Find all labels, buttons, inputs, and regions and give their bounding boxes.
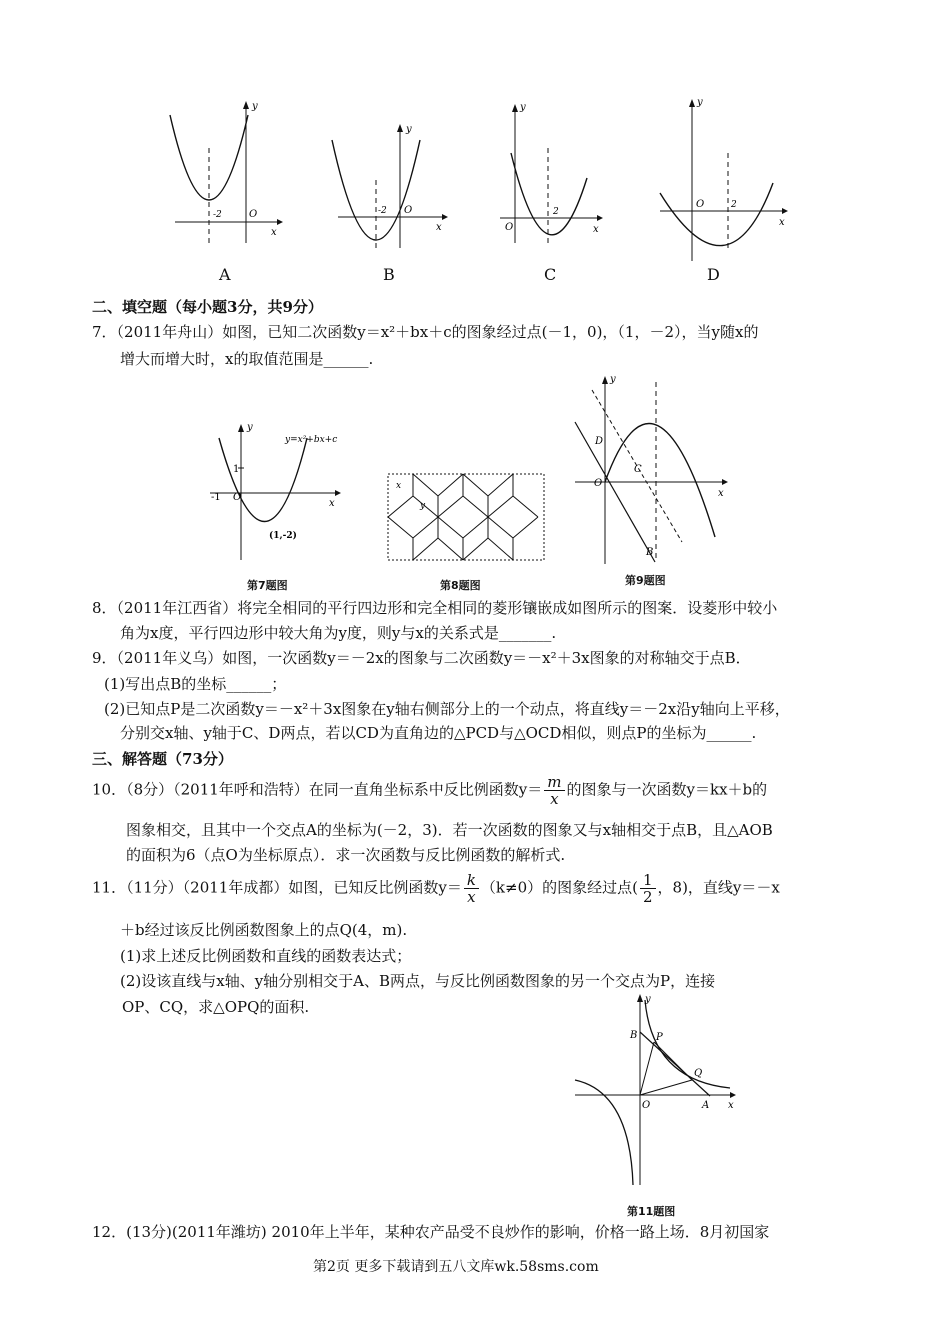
- tick-one: 1: [233, 464, 240, 475]
- y-label: y: [520, 102, 526, 113]
- graph-d: [655, 93, 790, 263]
- point-o-label: O: [642, 1100, 651, 1111]
- y-label: y: [645, 994, 651, 1005]
- tick-label: -2: [213, 210, 222, 220]
- point-q-label: Q: [694, 1068, 703, 1079]
- graph-c: [495, 98, 605, 248]
- y-label: y: [252, 101, 258, 112]
- figure-7-caption: 第7题图: [247, 579, 288, 592]
- equation-label: y=x²+bx+c: [285, 435, 338, 445]
- question-10-line1: [92, 774, 767, 807]
- fraction-m-over-x: $\frac{m}{x}$: [544, 774, 564, 807]
- question-10-pre: 10．（8分）（2011年呼和浩特）在同一直角坐标系中反比例函数y＝: [92, 780, 543, 799]
- question-9-sub2-line2: 分别交x轴、y轴于C、D两点，若以CD为直角边的△PCD与△OCD相似，则点P的坐标为______.: [120, 724, 757, 742]
- figure-9: [570, 372, 730, 568]
- tick-label: -2: [378, 206, 387, 216]
- graph-b: [328, 120, 450, 250]
- question-11-mid: （k≠0）的图象经过点(: [480, 878, 638, 897]
- figure-11: [570, 990, 740, 1190]
- figure-11-caption: 第11题图: [627, 1205, 676, 1218]
- tick-label: 2: [553, 207, 559, 217]
- question-11-sub2-line1: (2)设该直线与x轴、y轴分别相交于A、B两点，与反比例函数图象的另一个交点为P，连接: [120, 972, 716, 990]
- y-label: y: [697, 97, 703, 108]
- tick-neg-one: -1: [211, 492, 221, 503]
- question-10-line3: 的面积为6（点O为坐标原点）．求一次函数与反比例函数的解析式.: [126, 846, 566, 864]
- question-8-line2: 角为x度，平行四边形中较大角为y度，则y与x的关系式是_______.: [120, 624, 557, 642]
- tick-label: 2: [731, 200, 737, 210]
- option-a-label: A: [219, 265, 231, 284]
- question-9-line1: 9．（2011年义乌）如图，一次函数y＝－2x的图象与二次函数y＝－x²＋3x图象的对称轴交于点B．: [92, 649, 751, 667]
- figure-9-caption: 第9题图: [625, 574, 666, 587]
- option-c-label: C: [544, 265, 557, 284]
- point-label: (1,-2): [269, 531, 297, 541]
- section-fill-title: 二、填空题（每小题3分，共9分）: [92, 298, 323, 316]
- x-label: x: [436, 222, 442, 233]
- question-11-post: ，8)，直线y＝－x: [657, 878, 780, 897]
- question-11-sub1: (1)求上述反比例函数和直线的函数表达式；: [120, 947, 412, 965]
- x-label: x: [329, 498, 335, 509]
- origin-label: O: [233, 492, 242, 503]
- fraction-k-over-x: $\frac{k}{x}$: [464, 872, 479, 905]
- question-11-pre: 11．（11分）（2011年成都）如图，已知反比例函数y＝: [92, 878, 462, 897]
- x-label: x: [728, 1100, 734, 1111]
- point-c-label: C: [634, 464, 642, 475]
- origin-label: O: [505, 222, 514, 233]
- point-a-label: A: [702, 1100, 710, 1111]
- x-label: x: [271, 227, 277, 238]
- question-8-line1: 8．（2011年江西省）将完全相同的平行四边形和完全相同的菱形镶嵌成如图所示的图案．设菱形中较小: [92, 599, 778, 617]
- graph-a: [165, 95, 285, 245]
- question-7-line1: 7．（2011年舟山）如图，已知二次函数y＝x²＋bx＋c的图象经过点(－1，0)，（1，－2），当y随x的: [92, 323, 759, 341]
- section-answer-title: 三、解答题（73分）: [92, 750, 233, 768]
- page-footer: 第2页 更多下载请到五八文库wk.58sms.com: [313, 1259, 599, 1275]
- fraction-one-half: $\frac{1}{2}$: [640, 872, 656, 905]
- option-b-label: B: [383, 265, 395, 284]
- question-11-line2: ＋b经过该反比例函数图象上的点Q(4，m).: [120, 921, 408, 939]
- y-label: y: [406, 124, 412, 135]
- angle-y-label: y: [420, 501, 426, 511]
- option-d-label: D: [707, 265, 720, 284]
- figure-8-caption: 第8题图: [440, 579, 481, 592]
- question-9-sub2-line1: (2)已知点P是二次函数y＝－x²＋3x图象在y轴右侧部分上的一个动点，将直线y＝－2x沿y轴向上平移，: [104, 700, 790, 718]
- question-10-post: 的图象与一次函数y＝kx＋b的: [566, 780, 768, 799]
- y-label: y: [610, 374, 616, 385]
- question-12-line1: 12．(13分)(2011年潍坊) 2010年上半年，某种农产品受不良炒作的影响，价格一路上场．8月初国家: [92, 1223, 770, 1241]
- point-d-label: D: [595, 436, 604, 447]
- question-10-line2: 图象相交，且其中一个交点A的坐标为(－2，3)．若一次函数的图象又与x轴相交于点B，且△AOB: [126, 821, 773, 839]
- question-11-sub2-line2: OP、CQ，求△OPQ的面积.: [122, 998, 310, 1016]
- x-label: x: [718, 488, 724, 499]
- origin-label: O: [594, 478, 603, 489]
- x-label: x: [593, 224, 599, 235]
- angle-x-label: x: [396, 481, 402, 491]
- figure-7: [205, 420, 355, 568]
- y-label: y: [247, 422, 253, 433]
- question-7-line2: 增大而增大时，x的取值范围是______.: [120, 350, 374, 368]
- figure-8: [386, 472, 546, 562]
- point-b-label: B: [646, 547, 654, 558]
- origin-label: O: [696, 199, 705, 210]
- origin-label: O: [249, 209, 258, 220]
- point-p-label: P: [656, 1032, 663, 1043]
- question-9-sub1: (1)写出点B的坐标______；: [104, 675, 287, 693]
- x-label: x: [779, 217, 785, 228]
- origin-label: O: [404, 205, 413, 216]
- point-b-label: B: [630, 1030, 638, 1041]
- question-11-line1: [92, 872, 780, 905]
